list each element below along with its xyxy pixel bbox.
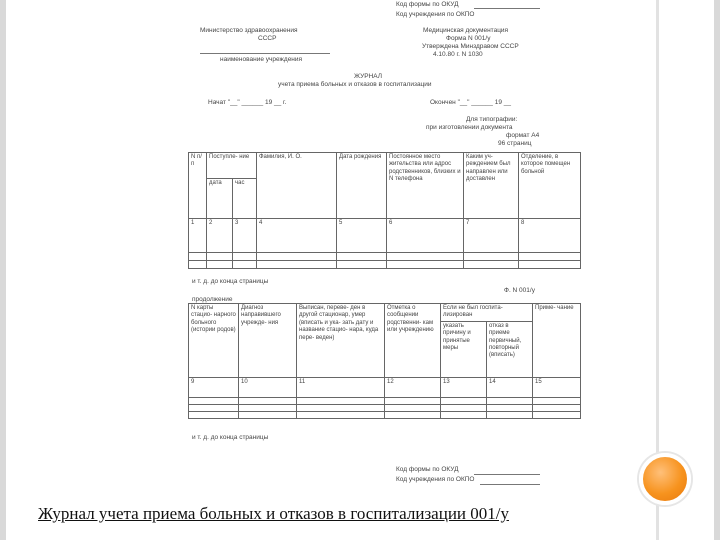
typography-note-3: формат А4 [506, 132, 540, 139]
form-ref: Ф. N 001/у [504, 287, 535, 294]
col-header-department: Отделение, в которое помещен больной [519, 153, 581, 219]
col-number: 6 [387, 219, 464, 253]
med-doc-label: Медицинская документация [423, 27, 509, 34]
col-header-not-hospitalized: Если не был госпита- лизирован [441, 304, 533, 322]
col-header-note: Приме- чание [533, 304, 581, 378]
okpo-code-label-bottom: Код учреждения по ОКПО [396, 476, 475, 483]
table1-footer: и т. д. до конца страницы [192, 278, 269, 285]
left-border [0, 0, 6, 540]
journal-title: ЖУРНАЛ [354, 73, 383, 80]
okud-code-label-bottom: Код формы по ОКУД [396, 466, 459, 473]
col-header-referral: Каким уч- реждением был направлен или доставлен [464, 153, 519, 219]
col-header-admission: Поступле- ние [207, 153, 257, 179]
col-number: 13 [441, 377, 487, 397]
subheader-refusal: отказ в приеме первичный, повторный (вписать) [487, 321, 533, 377]
typography-note-4: 96 страниц [498, 140, 532, 147]
col-header-card-number: N карты стацио- нарного больного (истории родов) [189, 304, 239, 378]
end-date: Окончен "__" ______ 19 __ [430, 99, 511, 106]
begin-date: Начат "__" ______ 19 __ г. [208, 99, 287, 106]
orange-circle-decoration [639, 453, 691, 505]
col-header-birthdate: Дата рождения [337, 153, 387, 219]
institution-name-label: наименование учреждения [220, 56, 303, 63]
empty-row [189, 261, 581, 269]
col-header-diagnosis: Диагноз направившего учрежде- ния [239, 304, 297, 378]
okud-code-label: Код формы по ОКУД [396, 1, 459, 8]
col-number: 5 [337, 219, 387, 253]
okud-code-line [474, 8, 540, 9]
right-border [714, 0, 720, 540]
subheader-hour: час [233, 179, 257, 219]
approval-date-label: 4.10.80 г. N 1030 [433, 51, 483, 58]
col-header-name: Фамилия, И. О. [257, 153, 337, 219]
col-number: 8 [519, 219, 581, 253]
empty-row [189, 253, 581, 261]
col-header-address: Постоянное место жительства или адрос родственников, близких и N телефона [387, 153, 464, 219]
col-number: 11 [297, 377, 385, 397]
okud-code-line-bottom [474, 474, 540, 475]
subheader-reason: указать причину и принятые меры [441, 321, 487, 377]
col-number: 3 [233, 219, 257, 253]
col-number: 2 [207, 219, 233, 253]
institution-line [200, 53, 330, 54]
empty-row [189, 411, 581, 418]
col-number: 15 [533, 377, 581, 397]
subheader-date: дата [207, 179, 233, 219]
typography-note-2: при изготовлении документа [426, 124, 513, 131]
journal-subtitle: учета приема больных и отказов в госпитализации [278, 81, 432, 88]
empty-row [189, 404, 581, 411]
col-number: 1 [189, 219, 207, 253]
form-number-label: Форма N 001/у [446, 35, 491, 42]
admissions-table [188, 152, 581, 269]
okpo-code-line-bottom [480, 484, 540, 485]
col-number: 10 [239, 377, 297, 397]
col-header-discharge: Выписан, переве- ден в другой стационар, умер (вписать и ука- зать дату и название стацио- нара, куда пере- веден) [297, 304, 385, 378]
typography-note-1: Для типографии: [466, 116, 518, 123]
empty-row [189, 397, 581, 404]
col-number: 9 [189, 377, 239, 397]
continuation-label: продолжение [192, 296, 233, 303]
okpo-code-label: Код учреждения по ОКПО [396, 11, 475, 18]
approved-label: Утверждена Минздравом СССР [422, 43, 519, 50]
col-header-number: N п/п [189, 153, 207, 219]
col-number: 12 [385, 377, 441, 397]
col-number: 14 [487, 377, 533, 397]
col-header-notification: Отметка о сообщении родственни- кам или учреждению [385, 304, 441, 378]
ussr-label: СССР [258, 35, 277, 42]
slide-caption: Журнал учета приема больных и отказов в госпитализации 001/у [38, 504, 509, 523]
ministry-label: Министерство здравоохранения [200, 27, 298, 34]
col-number: 4 [257, 219, 337, 253]
form-document-image [168, 0, 588, 500]
table2-footer: и т. д. до конца страницы [192, 434, 269, 441]
outcomes-table [188, 303, 581, 419]
col-number: 7 [464, 219, 519, 253]
